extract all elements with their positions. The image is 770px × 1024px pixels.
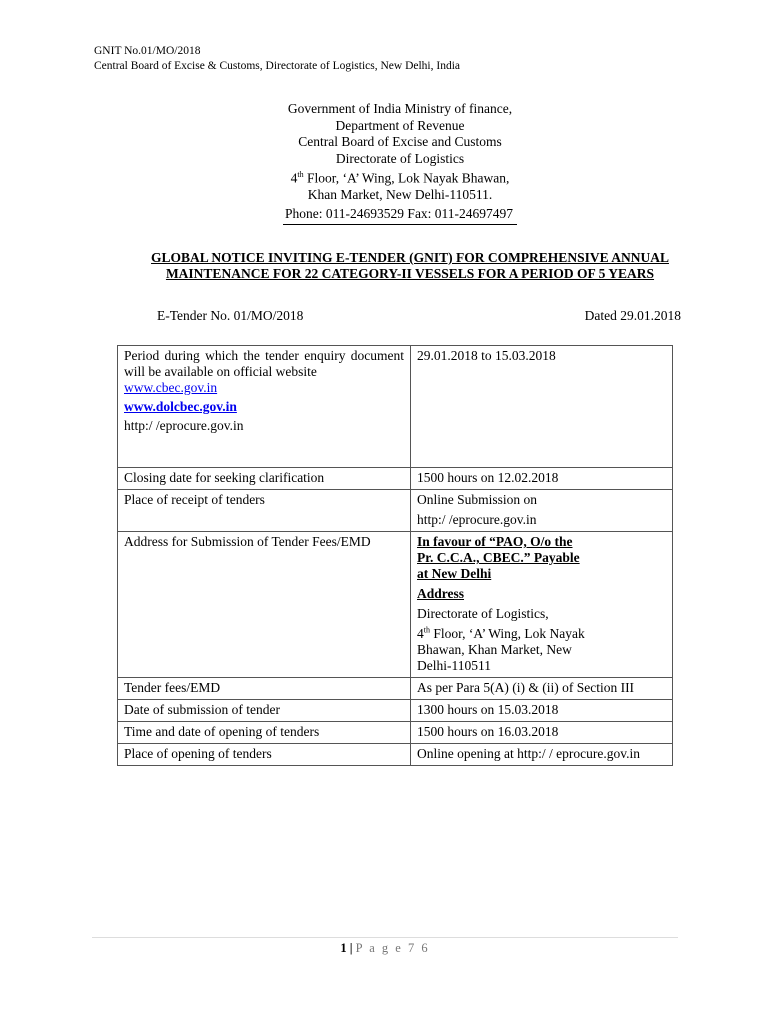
receipt-label: Place of receipt of tenders (118, 490, 411, 532)
tender-date: Dated 29.01.2018 (584, 308, 681, 323)
address-line-1: Government of India Ministry of finance, (287, 101, 513, 116)
phone-fax: Phone: 011-24693529 Fax: 011-24697497 (283, 206, 517, 225)
favour-line-1: In favour of “PAO, O/o the (417, 534, 573, 549)
footer-divider (92, 937, 678, 938)
period-value: 29.01.2018 to 15.03.2018 (411, 346, 673, 468)
opening-place-label: Place of opening of tenders (118, 744, 411, 766)
address-line-4: Directorate of Logistics (335, 150, 465, 166)
period-label: Period during which the tender enquiry document will be available on official website (124, 348, 404, 379)
table-row (118, 490, 673, 532)
clarification-value: 1500 hours on 12.02.2018 (411, 468, 673, 490)
address-value-4: Delhi-110511 (417, 658, 491, 673)
page-number: 1 (340, 941, 347, 955)
table-row (118, 744, 673, 766)
address-value-3: Bhawan, Khan Market, New (417, 642, 572, 657)
favour-line-2: Pr. C.C.A., CBEC.” Payable (417, 550, 580, 565)
fees-label: Tender fees/EMD (118, 678, 411, 700)
page-label: P a g e 7 6 (355, 941, 430, 955)
submission-date-label: Date of submission of tender (118, 700, 411, 722)
receipt-value-2: http:/ /eprocure.gov.in (417, 512, 537, 527)
submission-date-value: 1300 hours on 15.03.2018 (411, 700, 673, 722)
address-value-1: Directorate of Logistics, (417, 606, 549, 621)
clarification-label: Closing date for seeking clarification (118, 468, 411, 490)
table-row (118, 722, 673, 744)
cbec-link[interactable]: www.cbec.gov.in (124, 380, 218, 395)
table-row (118, 700, 673, 722)
address-block (240, 101, 560, 225)
dolcbec-link[interactable]: www.dolcbec.gov.in (124, 399, 237, 414)
fees-value: As per Para 5(A) (i) & (ii) of Section III (411, 678, 673, 700)
organization-line: Central Board of Excise & Customs, Directorate of Logistics, New Delhi, India (94, 60, 460, 72)
opening-time-label: Time and date of opening of tenders (118, 722, 411, 744)
favour-line-3: at New Delhi (417, 566, 492, 581)
table-row (118, 346, 673, 468)
receipt-value-1: Online Submission on (417, 492, 538, 507)
table-row (118, 532, 673, 678)
address-line-2: Department of Revenue (335, 117, 465, 133)
document-header (94, 44, 460, 74)
page-footer: 1 | P a g e 7 6 (340, 941, 430, 955)
address-line-5: 4th Floor, ‘A’ Wing, Lok Nayak Bhawan, (290, 170, 510, 186)
address-line-3: Central Board of Excise and Customs (298, 134, 502, 150)
address-value-2: 4th Floor, ‘A’ Wing, Lok Nayak (417, 625, 585, 641)
eprocure-text: http:/ /eprocure.gov.in (124, 418, 244, 433)
table-row (118, 468, 673, 490)
tender-info-table (117, 345, 673, 766)
submission-address-label: Address for Submission of Tender Fees/EMD (118, 532, 411, 678)
address-line-6: Khan Market, New Delhi-110511. (307, 187, 493, 203)
opening-time-value: 1500 hours on 16.03.2018 (411, 722, 673, 744)
gnit-number: GNIT No.01/MO/2018 (94, 45, 201, 57)
table-row (118, 678, 673, 700)
opening-place-value: Online opening at http:/ / eprocure.gov.in (411, 744, 673, 766)
address-heading: Address (417, 586, 465, 601)
tender-number: E-Tender No. 01/MO/2018 (157, 308, 304, 323)
notice-title: GLOBAL NOTICE INVITING E-TENDER (GNIT) FOR COMPREHENSIVE ANNUAL MAINTENANCE FOR 22 CATEGORY-II VESSELS FOR A PERIOD OF 5 YEARS (151, 250, 669, 281)
